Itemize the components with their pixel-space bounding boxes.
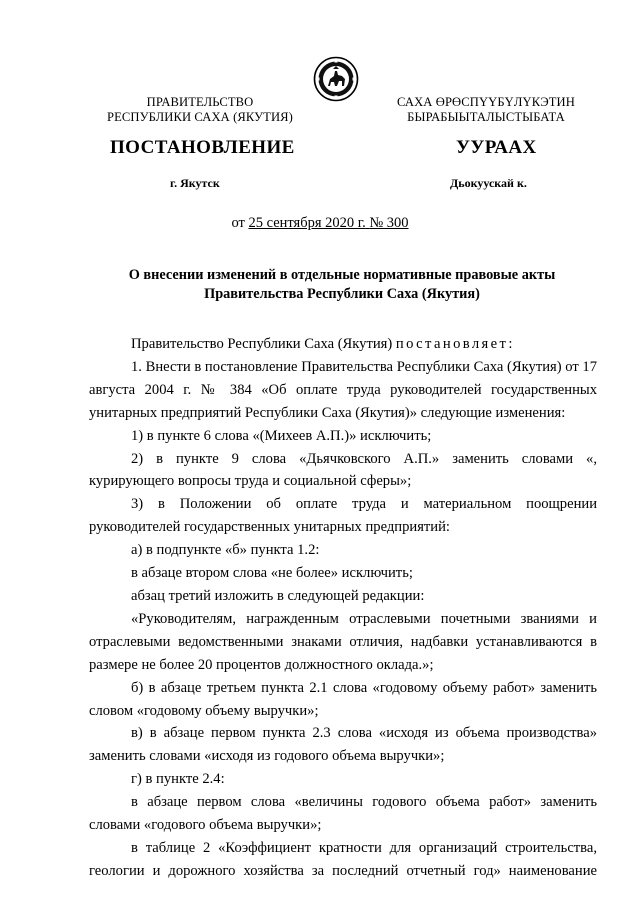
paragraph: в абзаце первом слова «величины годового объема работ» заменить словами «годового объема выручки»; <box>89 794 597 834</box>
header-left-line2: РЕСПУБЛИКИ САХА (ЯКУТИЯ) <box>107 110 293 124</box>
header-right-line1: САХА ӨРӨСПҮҮБҮЛҮКЭТИН <box>397 95 575 109</box>
header-left-line1: ПРАВИТЕЛЬСТВО <box>146 95 254 109</box>
paragraph: 1) в пункте 6 слова «(Михеев А.П.)» исключить; <box>131 427 432 444</box>
document-body <box>89 333 597 883</box>
title-line2: Правительства Республики Саха (Якутия) <box>204 286 480 302</box>
paragraph: «Руководителям, награжденным отраслевыми почетными званиями и отраслевыми ведомственными знаками отличия, надбавки устанавливаются в размере не более 20 процентов должностного оклада.»; <box>89 610 597 673</box>
intro-paragraph <box>89 333 597 356</box>
paragraph: в таблице 2 «Коэффициент кратности для организаций строительства, геологии и дорожного хозяйства за последний отчетный год» наименование <box>89 839 597 879</box>
paragraph: 1. Внести в постановление Правительства Республики Саха (Якутия) от 17 августа 2004 г. № 384 «Об оплате труда руководителей государственных унитарных предприятий Республики Саха (Якутия)» следующие изменения: <box>89 358 597 421</box>
paragraph: б) в абзаце третьем пункта 2.1 слова «годовому объему работ» заменить словом «годовому объему выручки»; <box>89 679 597 719</box>
city-russian: г. Якутск <box>170 176 220 190</box>
date-prefix: от <box>231 215 249 231</box>
paragraph: в) в абзаце первом пункта 2.3 слова «исходя из объема производства» заменить словами «исходя из годового объема выручки»; <box>89 725 597 765</box>
paragraph: абзац третий изложить в следующей редакции: <box>131 587 425 604</box>
intro-verb: постановляет: <box>395 336 515 352</box>
paragraph: 2) в пункте 9 слова «Дьячковского А.П.» заменить словами «, курирующего вопросы труда и социальной сферы»; <box>89 450 597 490</box>
city-sakha: Дьокуускай к. <box>450 176 527 190</box>
document-title <box>100 266 584 304</box>
paragraph: а) в подпункте «б» пункта 1.2: <box>131 542 320 559</box>
document-number: № 300 <box>369 215 409 231</box>
title-line1: О внесении изменений в отдельные нормативные правовые акты <box>128 267 556 283</box>
paragraph: г) в пункте 2.4: <box>131 771 225 788</box>
intro-subject: Правительство Республики Саха (Якутия) <box>131 336 396 352</box>
paragraph: в абзаце втором слова «не более» исключить; <box>131 565 413 582</box>
date-line <box>0 215 640 232</box>
government-name-russian <box>102 95 298 125</box>
doc-type-sakha: УУРААХ <box>456 137 537 158</box>
header-right-line2: БЫРАБЫЫТАЛЫСТЫБАТА <box>407 110 565 124</box>
doc-type-russian: ПОСТАНОВЛЕНИЕ <box>110 137 295 158</box>
sakha-coat-of-arms-icon <box>313 56 359 102</box>
document-date: 25 сентября 2020 г. <box>248 215 366 231</box>
government-name-sakha <box>382 95 590 125</box>
paragraph: 3) в Положении об оплате труда и материальном поощрении руководителей государственных унитарных предприятий: <box>89 496 597 536</box>
